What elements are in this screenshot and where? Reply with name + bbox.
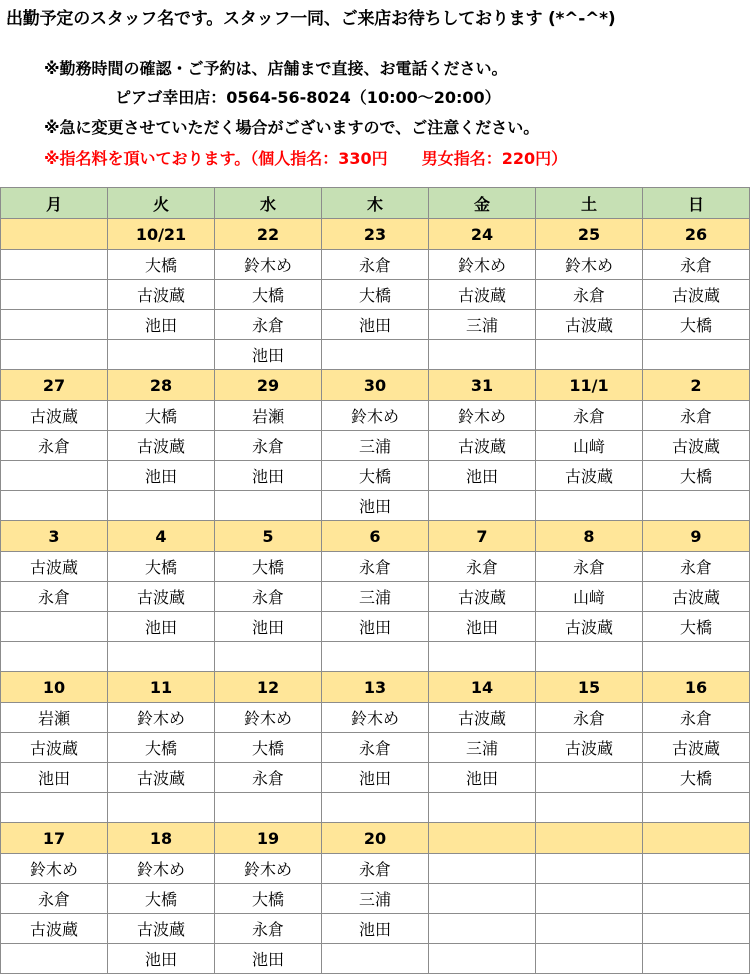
date-cell: 22 bbox=[215, 219, 322, 250]
weekday-header: 金 bbox=[429, 188, 536, 219]
staff-cell: 古波蔵 bbox=[643, 733, 750, 763]
date-cell: 4 bbox=[108, 521, 215, 552]
staff-cell: 三浦 bbox=[429, 310, 536, 340]
staff-row bbox=[1, 461, 750, 491]
staff-cell: 池田 bbox=[215, 944, 322, 974]
staff-cell: 鈴木め bbox=[215, 703, 322, 733]
staff-cell: 大橋 bbox=[108, 884, 215, 914]
staff-cell: 古波蔵 bbox=[536, 461, 643, 491]
fee-pair: 男女指名：220円） bbox=[421, 149, 568, 168]
date-cell: 14 bbox=[429, 672, 536, 703]
staff-cell: 永倉 bbox=[322, 733, 429, 763]
staff-cell: 永倉 bbox=[1, 884, 108, 914]
staff-cell: 古波蔵 bbox=[108, 582, 215, 612]
change-note: ※急に変更させていただく場合がございますので、ご注意ください。 bbox=[44, 118, 540, 137]
date-cell: 13 bbox=[322, 672, 429, 703]
staff-cell: 古波蔵 bbox=[643, 280, 750, 310]
staff-cell: 池田 bbox=[108, 612, 215, 642]
staff-cell: 大橋 bbox=[643, 612, 750, 642]
staff-row bbox=[1, 250, 750, 280]
staff-cell: 大橋 bbox=[215, 884, 322, 914]
date-cell bbox=[429, 823, 536, 854]
staff-row bbox=[1, 401, 750, 431]
staff-cell bbox=[536, 854, 643, 884]
date-cell: 27 bbox=[1, 370, 108, 401]
staff-cell bbox=[1, 280, 108, 310]
staff-cell bbox=[643, 340, 750, 370]
date-cell bbox=[643, 823, 750, 854]
date-cell: 29 bbox=[215, 370, 322, 401]
staff-cell: 池田 bbox=[322, 491, 429, 521]
staff-cell: 鈴木め bbox=[429, 401, 536, 431]
staff-cell: 古波蔵 bbox=[643, 582, 750, 612]
staff-row bbox=[1, 280, 750, 310]
staff-cell: 池田 bbox=[215, 612, 322, 642]
staff-cell bbox=[215, 491, 322, 521]
staff-cell: 鈴木め bbox=[429, 250, 536, 280]
staff-cell: 池田 bbox=[215, 461, 322, 491]
weekday-header: 水 bbox=[215, 188, 322, 219]
staff-row bbox=[1, 854, 750, 884]
staff-cell bbox=[429, 340, 536, 370]
page-title: 出勤予定のスタッフ名です。スタッフ一同、ご来店お待ちしております (*^-^*) bbox=[6, 9, 616, 29]
weekday-header: 月 bbox=[1, 188, 108, 219]
staff-row bbox=[1, 431, 750, 461]
staff-cell: 永倉 bbox=[215, 431, 322, 461]
staff-cell: 永倉 bbox=[322, 250, 429, 280]
staff-cell bbox=[108, 491, 215, 521]
staff-cell: 三浦 bbox=[322, 884, 429, 914]
staff-row bbox=[1, 884, 750, 914]
staff-cell bbox=[643, 884, 750, 914]
staff-cell bbox=[429, 884, 536, 914]
staff-cell: 池田 bbox=[1, 763, 108, 793]
fee-note bbox=[44, 146, 567, 169]
date-cell: 23 bbox=[322, 219, 429, 250]
staff-cell bbox=[536, 763, 643, 793]
staff-cell bbox=[429, 914, 536, 944]
date-cell: 31 bbox=[429, 370, 536, 401]
staff-cell bbox=[1, 944, 108, 974]
staff-cell bbox=[536, 944, 643, 974]
staff-cell: 岩瀬 bbox=[1, 703, 108, 733]
date-cell: 30 bbox=[322, 370, 429, 401]
date-cell: 11/1 bbox=[536, 370, 643, 401]
staff-cell bbox=[108, 793, 215, 823]
staff-row bbox=[1, 552, 750, 582]
staff-cell: 池田 bbox=[108, 461, 215, 491]
staff-row bbox=[1, 793, 750, 823]
staff-cell bbox=[536, 491, 643, 521]
staff-cell bbox=[108, 340, 215, 370]
staff-cell: 池田 bbox=[429, 461, 536, 491]
staff-cell: 鈴木め bbox=[215, 250, 322, 280]
staff-row bbox=[1, 733, 750, 763]
staff-cell: 大橋 bbox=[643, 310, 750, 340]
staff-cell bbox=[1, 612, 108, 642]
staff-cell: 池田 bbox=[429, 763, 536, 793]
date-cell: 26 bbox=[643, 219, 750, 250]
staff-cell: 永倉 bbox=[322, 552, 429, 582]
staff-row bbox=[1, 944, 750, 974]
store-phone: ピアゴ幸田店：0564-56-8024（10:00〜20:00） bbox=[115, 88, 501, 107]
date-cell: 10 bbox=[1, 672, 108, 703]
date-row bbox=[1, 219, 750, 250]
staff-cell: 池田 bbox=[215, 340, 322, 370]
date-cell: 25 bbox=[536, 219, 643, 250]
staff-cell: 大橋 bbox=[322, 280, 429, 310]
staff-cell: 古波蔵 bbox=[108, 431, 215, 461]
staff-cell: 古波蔵 bbox=[108, 280, 215, 310]
staff-row bbox=[1, 914, 750, 944]
staff-cell: 永倉 bbox=[643, 401, 750, 431]
staff-cell: 大橋 bbox=[215, 280, 322, 310]
staff-row bbox=[1, 612, 750, 642]
staff-cell bbox=[1, 310, 108, 340]
staff-cell: 古波蔵 bbox=[643, 431, 750, 461]
date-cell: 19 bbox=[215, 823, 322, 854]
staff-cell bbox=[1, 642, 108, 672]
staff-cell: 池田 bbox=[322, 763, 429, 793]
staff-cell bbox=[108, 642, 215, 672]
staff-cell: 古波蔵 bbox=[108, 914, 215, 944]
staff-cell: 大橋 bbox=[108, 401, 215, 431]
date-cell: 28 bbox=[108, 370, 215, 401]
staff-cell bbox=[322, 340, 429, 370]
staff-cell bbox=[322, 793, 429, 823]
staff-cell: 古波蔵 bbox=[429, 582, 536, 612]
date-cell: 2 bbox=[643, 370, 750, 401]
staff-cell: 大橋 bbox=[108, 552, 215, 582]
staff-cell bbox=[536, 884, 643, 914]
staff-cell bbox=[643, 854, 750, 884]
staff-cell: 三浦 bbox=[322, 582, 429, 612]
staff-cell: 古波蔵 bbox=[429, 431, 536, 461]
staff-cell: 永倉 bbox=[643, 552, 750, 582]
fee-individual: （個人指名：330円 bbox=[250, 149, 388, 168]
staff-cell bbox=[643, 642, 750, 672]
staff-cell: 永倉 bbox=[1, 582, 108, 612]
staff-row bbox=[1, 642, 750, 672]
staff-cell bbox=[429, 793, 536, 823]
date-cell: 20 bbox=[322, 823, 429, 854]
staff-cell: 古波蔵 bbox=[429, 703, 536, 733]
date-cell: 18 bbox=[108, 823, 215, 854]
staff-cell: 永倉 bbox=[536, 552, 643, 582]
date-row bbox=[1, 823, 750, 854]
weekday-header: 土 bbox=[536, 188, 643, 219]
staff-cell: 永倉 bbox=[215, 582, 322, 612]
date-cell: 24 bbox=[429, 219, 536, 250]
staff-cell bbox=[215, 793, 322, 823]
staff-cell bbox=[1, 461, 108, 491]
date-cell: 11 bbox=[108, 672, 215, 703]
date-cell: 8 bbox=[536, 521, 643, 552]
staff-cell: 古波蔵 bbox=[1, 552, 108, 582]
staff-cell: 古波蔵 bbox=[536, 612, 643, 642]
staff-cell: 三浦 bbox=[429, 733, 536, 763]
staff-cell: 大橋 bbox=[108, 250, 215, 280]
date-cell: 12 bbox=[215, 672, 322, 703]
staff-cell: 岩瀬 bbox=[215, 401, 322, 431]
staff-cell: 永倉 bbox=[429, 552, 536, 582]
staff-cell: 永倉 bbox=[215, 310, 322, 340]
date-row bbox=[1, 370, 750, 401]
staff-cell bbox=[1, 340, 108, 370]
staff-cell: 古波蔵 bbox=[536, 733, 643, 763]
staff-cell: 大橋 bbox=[215, 733, 322, 763]
staff-cell bbox=[643, 914, 750, 944]
staff-row bbox=[1, 310, 750, 340]
staff-cell: 山﨑 bbox=[536, 431, 643, 461]
weekday-header-row bbox=[1, 188, 750, 219]
staff-row bbox=[1, 703, 750, 733]
staff-cell: 鈴木め bbox=[108, 854, 215, 884]
date-cell: 10/21 bbox=[108, 219, 215, 250]
staff-cell: 鈴木め bbox=[322, 703, 429, 733]
date-cell bbox=[1, 219, 108, 250]
date-cell bbox=[536, 823, 643, 854]
staff-cell: 池田 bbox=[322, 914, 429, 944]
date-cell: 15 bbox=[536, 672, 643, 703]
date-cell: 7 bbox=[429, 521, 536, 552]
staff-cell: 大橋 bbox=[108, 733, 215, 763]
staff-cell: 池田 bbox=[322, 310, 429, 340]
date-row bbox=[1, 672, 750, 703]
staff-cell bbox=[643, 793, 750, 823]
staff-cell: 鈴木め bbox=[215, 854, 322, 884]
staff-cell bbox=[429, 642, 536, 672]
staff-cell: 永倉 bbox=[536, 703, 643, 733]
staff-row bbox=[1, 582, 750, 612]
staff-cell: 古波蔵 bbox=[1, 401, 108, 431]
date-cell: 5 bbox=[215, 521, 322, 552]
staff-cell bbox=[429, 491, 536, 521]
staff-cell: 古波蔵 bbox=[1, 914, 108, 944]
staff-cell: 山﨑 bbox=[536, 582, 643, 612]
staff-cell bbox=[1, 250, 108, 280]
staff-cell: 池田 bbox=[108, 310, 215, 340]
staff-cell bbox=[536, 914, 643, 944]
fee-intro: ※指名料を頂いております。 bbox=[44, 149, 251, 168]
date-cell: 17 bbox=[1, 823, 108, 854]
staff-cell: 古波蔵 bbox=[429, 280, 536, 310]
staff-cell bbox=[643, 491, 750, 521]
staff-cell: 永倉 bbox=[643, 250, 750, 280]
staff-cell: 大橋 bbox=[215, 552, 322, 582]
staff-cell: 鈴木め bbox=[536, 250, 643, 280]
date-cell: 16 bbox=[643, 672, 750, 703]
staff-cell: 永倉 bbox=[1, 431, 108, 461]
staff-cell: 古波蔵 bbox=[108, 763, 215, 793]
staff-cell: 永倉 bbox=[215, 763, 322, 793]
staff-cell: 大橋 bbox=[643, 763, 750, 793]
staff-cell: 鈴木め bbox=[1, 854, 108, 884]
staff-cell: 永倉 bbox=[536, 401, 643, 431]
date-cell: 6 bbox=[322, 521, 429, 552]
staff-cell bbox=[215, 642, 322, 672]
staff-cell bbox=[1, 491, 108, 521]
staff-cell: 古波蔵 bbox=[1, 733, 108, 763]
staff-cell: 三浦 bbox=[322, 431, 429, 461]
staff-row bbox=[1, 763, 750, 793]
schedule-body bbox=[1, 188, 750, 974]
staff-cell: 大橋 bbox=[322, 461, 429, 491]
staff-cell bbox=[536, 642, 643, 672]
weekday-header: 火 bbox=[108, 188, 215, 219]
staff-cell: 永倉 bbox=[322, 854, 429, 884]
staff-cell bbox=[322, 944, 429, 974]
staff-cell bbox=[643, 944, 750, 974]
staff-cell: 大橋 bbox=[643, 461, 750, 491]
date-cell: 9 bbox=[643, 521, 750, 552]
date-cell: 3 bbox=[1, 521, 108, 552]
staff-cell: 池田 bbox=[429, 612, 536, 642]
staff-cell bbox=[322, 642, 429, 672]
staff-cell: 鈴木め bbox=[322, 401, 429, 431]
weekday-header: 日 bbox=[643, 188, 750, 219]
schedule-table bbox=[0, 187, 750, 974]
staff-cell bbox=[429, 854, 536, 884]
staff-cell: 池田 bbox=[322, 612, 429, 642]
staff-cell bbox=[536, 340, 643, 370]
weekday-header: 木 bbox=[322, 188, 429, 219]
staff-cell: 永倉 bbox=[643, 703, 750, 733]
staff-cell: 池田 bbox=[108, 944, 215, 974]
staff-cell bbox=[1, 793, 108, 823]
staff-cell: 永倉 bbox=[215, 914, 322, 944]
date-row bbox=[1, 521, 750, 552]
staff-cell: 永倉 bbox=[536, 280, 643, 310]
staff-cell bbox=[429, 944, 536, 974]
staff-cell: 鈴木め bbox=[108, 703, 215, 733]
reservation-note: ※勤務時間の確認・ご予約は、店舗まで直接、お電話ください。 bbox=[44, 59, 508, 78]
staff-cell bbox=[536, 793, 643, 823]
staff-cell: 古波蔵 bbox=[536, 310, 643, 340]
staff-row bbox=[1, 491, 750, 521]
staff-row bbox=[1, 340, 750, 370]
